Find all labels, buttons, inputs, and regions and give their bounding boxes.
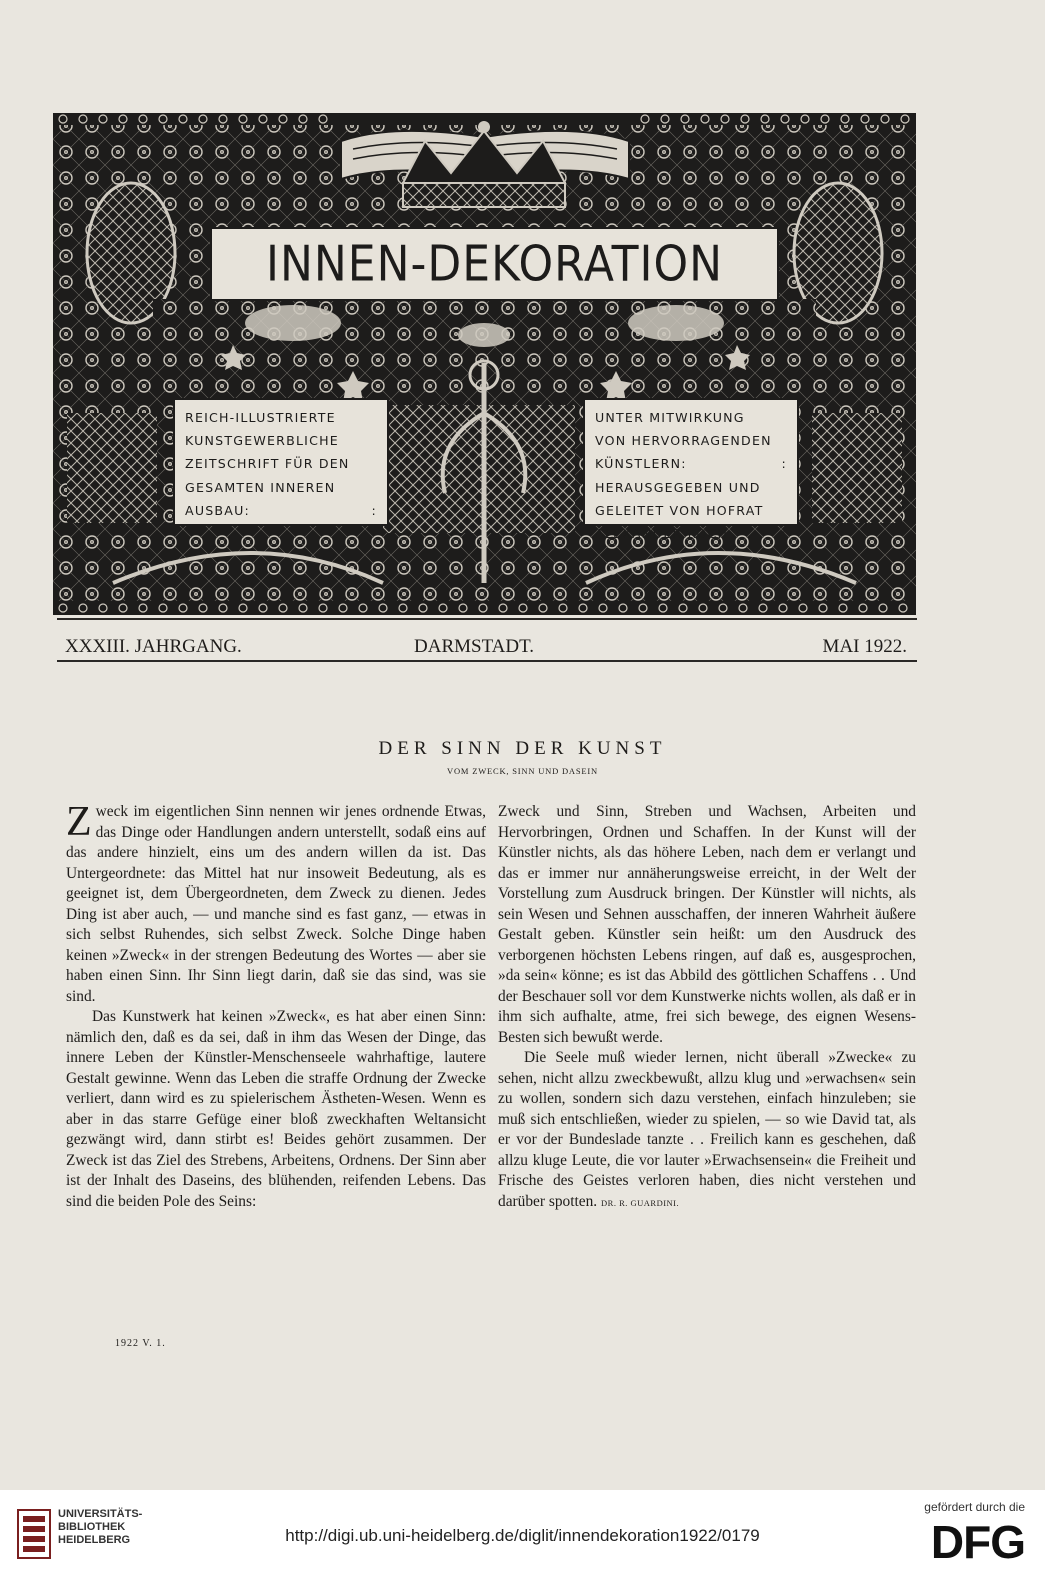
masthead-rule (57, 618, 917, 620)
left-panel-line: GESAMTEN INNEREN (185, 479, 336, 495)
ornamental-masthead (53, 113, 916, 615)
permalink-url[interactable]: http://digi.ub.uni-heidelberg.de/diglit/innendekoration1922/0179 (285, 1526, 760, 1545)
subtitle-panel-left (173, 398, 389, 526)
drop-cap: Z (66, 799, 92, 845)
dfg-logo: DFG (930, 1516, 1025, 1568)
volume-label: XXXIII. JAHRGANG. (65, 636, 242, 657)
colon-mark: : (781, 456, 787, 472)
funding-note: gefördert durch die (924, 1500, 1025, 1514)
paragraph: Zweck und Sinn, Streben und Wachsen, Arbeiten und Hervorbringen, Ordnen und Schaffen. In der Kunst will der Künstler nichts, als das höhere Leben, nach dem er verlangt und das er immer nur annäherungsweise erreicht, in der Welt der Vorstellung zum Ausdruck bringen. Der Künstler will nichts, als sein Wesen und Sehnen ausschaffen, der inneren Wahrheit äußere Gestalt geben. Künstler sein heißt: um den Ausdruck des verborgenen höchsten Lebens ringen, auf daß es, ausgesprochen, »da sein« könne; es ist das Abbild des göttlichen Schaffens . . Und der Beschauer soll vor dem Kunstwerke nichts wollen, als daß er in ihm sich aufhalte, atme, frei sich bewege, des eignen Wesens-Besten sich bewußt werde. (498, 803, 916, 1046)
issue-line (57, 632, 917, 662)
magazine-title-panel (210, 227, 779, 301)
article-title: DER SINN DER KUNST (378, 738, 667, 759)
right-panel-line: UNTER MITWIRKUNG (595, 410, 745, 425)
place-label: DARMSTADT. (414, 636, 535, 657)
article-subtitle: VOM ZWECK, SINN UND DASEIN (447, 766, 598, 776)
paragraph-text: weck im eigentlichen Sinn nennen wir jenes ordnende Etwas, das Dinge oder Handlungen andern unterstellt, sodaß eins auf das andere hinzielt, eins um des andern willen da ist. Das Untergeordnete: das Mittel hat nur insoweit Bedeutung, als es geeignet ist, dem Übergeordneten, dem Zweck zu dienen. Jedes Ding ist aber auch, — und manche sind es fast ganz, — etwas in sich selbst Ruhendes, sich selbst Zweck. Solche Dinge haben keinen »Zweck« in der strengen Bedeutung des Wortes — aber sie haben einen Sinn. Ihr Sinn liegt darin, daß sie das sind, was sie sind. (66, 803, 486, 1005)
magazine-title: INNEN-DEKORATION (265, 235, 724, 293)
colon-mark: : (781, 526, 787, 542)
paragraph (66, 799, 486, 1007)
institution-line: BIBLIOTHEK (58, 1521, 126, 1533)
left-panel-text: AUSBAU: (185, 502, 250, 518)
left-panel-line-last (185, 499, 377, 522)
page-signature: 1922 V. 1. (115, 1338, 166, 1349)
right-panel-line: HERAUSGEGEBEN UND (595, 479, 761, 495)
subtitle-panel-right (583, 398, 799, 542)
right-panel-line: VON HERVORRAGENDEN (595, 433, 772, 449)
left-panel-line: REICH-ILLUSTRIERTE (185, 410, 336, 425)
right-panel-line: GELEITET VON HOFRAT (595, 502, 764, 518)
author-signature: DR. R. GUARDINI. (601, 1197, 680, 1208)
viewer-footer (0, 1490, 1045, 1580)
colon-mark: : (371, 502, 377, 518)
paragraph: Das Kunstwerk hat keinen »Zweck«, es hat aber einen Sinn: nämlich den, daß es da sei, daß in ihm das Wesen der Dinge, das innere Leben der Künstler-Menschenseele wahrhaftige, lautere Gestalt gewinne. Wenn das Leben die straffe Ordnung der Zwecke verliert, dann wird es zu spielerischem Ästheten-Wesen. Wenn es aber in das starre Gefüge einer bloß zweckhaften Weltansicht gezwängt wird, dann stirbt es! Beides gehört zusammen. Der Zweck ist das Ziel des Strebens, Arbeitens, Ordnens. Der Sinn aber ist der Inhalt des Daseins, des blühenden, reifenden Lebens. Das sind die beiden Pole des Seins: (66, 1008, 486, 1210)
right-panel-text: ALEXANDER KOCH: (595, 526, 734, 542)
left-panel-line: ZEITSCHRIFT FÜR DEN (185, 456, 350, 472)
institution-line: UNIVERSITÄTS- (58, 1508, 143, 1520)
date-label: MAI 1922. (822, 636, 907, 657)
right-panel-line (595, 522, 787, 545)
paragraph-text: Die Seele muß wieder lernen, nicht überall »Zwecke« zu sehen, nicht allzu zweckbewußt, allzu klug und »erwachsen« sein zu wollen, sondern sich dazu verstehen, einfach hinzuleben; sie muß sich entschließen, wieder zu spielen, — so wie David tat, als er vor der Bundeslade tanzte . . Freilich kann es geschehen, daß allzu kluge Leute, die vor lauter »Erwachsensein« die Freiheit und Frische des Geistes verloren haben, dies nicht verstehen und darüber spotten. (498, 1049, 916, 1210)
right-panel-text: KÜNSTLERN: (595, 456, 687, 472)
left-panel-line: KUNSTGEWERBLICHE (185, 433, 339, 449)
text-column-left (66, 799, 486, 1212)
institution-line: HEIDELBERG (58, 1534, 131, 1546)
text-column-right (498, 802, 916, 1213)
right-panel-line (595, 452, 787, 475)
paragraph (498, 1048, 916, 1213)
